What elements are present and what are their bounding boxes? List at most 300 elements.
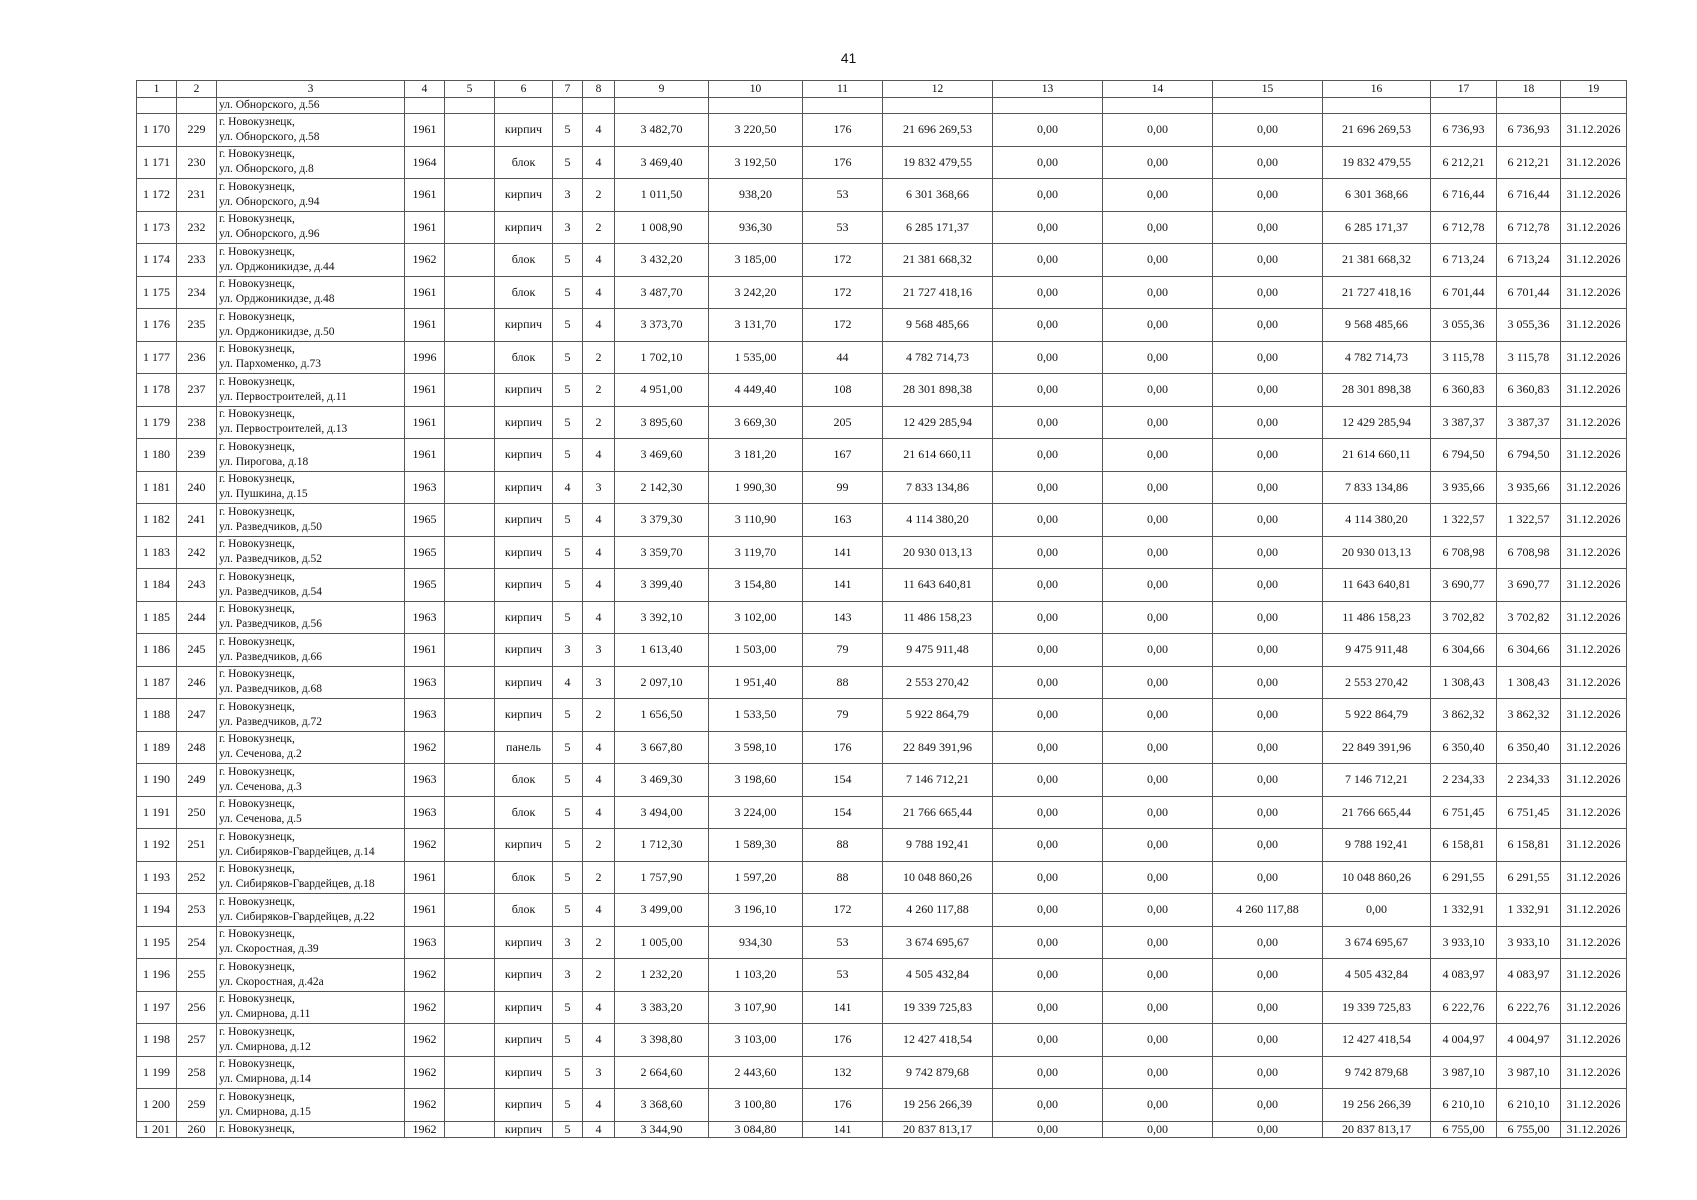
cell-c10: 3 669,30 [709, 406, 803, 439]
cell-c6: кирпич [495, 634, 553, 667]
cell-c7: 3 [553, 179, 583, 212]
cell-c18: 6 212,21 [1497, 146, 1561, 179]
cell-c6: блок [495, 894, 553, 927]
cell-c15: 0,00 [1213, 146, 1323, 179]
cell-c10: 3 198,60 [709, 764, 803, 797]
address-street: ул. Разведчиков, д.54 [219, 585, 323, 598]
cell-c9: 1 008,90 [615, 211, 709, 244]
cell-c13: 0,00 [993, 796, 1103, 829]
cell-c9: 4 951,00 [615, 374, 709, 407]
column-header: 10 [709, 81, 803, 98]
cell-c11: 176 [803, 1089, 883, 1122]
address-street: ул. Пархоменко, д.73 [219, 358, 322, 371]
cell-c14: 0,00 [1103, 764, 1213, 797]
cell-c19: 31.12.2026 [1561, 959, 1627, 992]
cell-c12: 7 146 712,21 [883, 764, 993, 797]
cell-c14: 0,00 [1103, 959, 1213, 992]
cell-c5 [445, 406, 495, 439]
cell-c11: 172 [803, 894, 883, 927]
cell-c10: 1 589,30 [709, 829, 803, 862]
address-cell [217, 276, 405, 309]
address-cell [217, 764, 405, 797]
cell-c11: 53 [803, 211, 883, 244]
cell-c1: 1 187 [137, 666, 177, 699]
column-header: 7 [553, 81, 583, 98]
cell-c12: 6 301 368,66 [883, 179, 993, 212]
cell-c18: 3 702,82 [1497, 601, 1561, 634]
cell-c4: 1963 [405, 666, 445, 699]
table-row [137, 861, 1627, 894]
page-number: 41 [840, 50, 857, 66]
address-cell [217, 114, 405, 147]
cell-c9: 3 469,40 [615, 146, 709, 179]
cell-c15: 0,00 [1213, 244, 1323, 277]
address-cell [217, 309, 405, 342]
cell-c4: 1963 [405, 764, 445, 797]
cell-c1: 1 177 [137, 341, 177, 374]
column-header: 2 [177, 81, 217, 98]
cell-c7: 5 [553, 569, 583, 602]
address-street: ул. Пирогова, д.18 [219, 455, 309, 468]
cell-c7: 5 [553, 114, 583, 147]
cell-c15: 0,00 [1213, 1121, 1323, 1137]
cell-c16: 20 930 013,13 [1323, 536, 1431, 569]
cell-c19: 31.12.2026 [1561, 1089, 1627, 1122]
cell-c8: 4 [583, 276, 615, 309]
cell-c13: 0,00 [993, 894, 1103, 927]
cell-c7: 5 [553, 146, 583, 179]
cell-c12: 20 837 813,17 [883, 1121, 993, 1137]
cell-c9: 3 494,00 [615, 796, 709, 829]
cell-c5 [445, 764, 495, 797]
cell-c1: 1 183 [137, 536, 177, 569]
cell-c16: 7 146 712,21 [1323, 764, 1431, 797]
cell-c1: 1 188 [137, 699, 177, 732]
address-cell [217, 1089, 405, 1122]
cell-c12: 11 486 158,23 [883, 601, 993, 634]
cell-c16: 3 674 695,67 [1323, 926, 1431, 959]
cell-c4: 1962 [405, 1056, 445, 1089]
cell-c18: 3 935,66 [1497, 471, 1561, 504]
cell-c12: 4 260 117,88 [883, 894, 993, 927]
cell-c5 [445, 179, 495, 212]
cell-c16: 19 339 725,83 [1323, 991, 1431, 1024]
cell-c7: 4 [553, 666, 583, 699]
cell-c9: 3 499,00 [615, 894, 709, 927]
cell-c12: 11 643 640,81 [883, 569, 993, 602]
column-header: 9 [615, 81, 709, 98]
cell-c4: 1962 [405, 1089, 445, 1122]
cell-c18: 3 987,10 [1497, 1056, 1561, 1089]
cell-c1: 1 185 [137, 601, 177, 634]
cell-c9: 3 469,30 [615, 764, 709, 797]
cell-c16: 7 833 134,86 [1323, 471, 1431, 504]
address-city: г. Новокузнецк, [219, 668, 295, 681]
cell-c1: 1 170 [137, 114, 177, 147]
cell-c18: 3 862,32 [1497, 699, 1561, 732]
cell-c2: 238 [177, 406, 217, 439]
cell-c15: 0,00 [1213, 276, 1323, 309]
cell-c19: 31.12.2026 [1561, 179, 1627, 212]
address-city: г. Новокузнецк, [219, 213, 295, 226]
cell-c5 [445, 666, 495, 699]
table-row [137, 146, 1627, 179]
cell-c5 [445, 536, 495, 569]
address-city: г. Новокузнецк, [219, 343, 295, 356]
cell-c13: 0,00 [993, 731, 1103, 764]
cell-c14: 0,00 [1103, 1024, 1213, 1057]
cell-c12: 5 922 864,79 [883, 699, 993, 732]
address-city: г. Новокузнецк, [219, 180, 295, 193]
address-city: г. Новокузнецк, [219, 863, 295, 876]
cell-c4: 1961 [405, 114, 445, 147]
cell-c6: блок [495, 861, 553, 894]
cell-c17: 3 055,36 [1431, 309, 1497, 342]
cell-c16: 4 114 380,20 [1323, 504, 1431, 537]
cell-c5 [445, 244, 495, 277]
column-header: 18 [1497, 81, 1561, 98]
address-cell [217, 211, 405, 244]
cell-c14: 0,00 [1103, 991, 1213, 1024]
address-city: г. Новокузнецк, [219, 993, 295, 1006]
cell-c17: 6 304,66 [1431, 634, 1497, 667]
address-city: г. Новокузнецк, [219, 1122, 295, 1135]
address-street: ул. Разведчиков, д.66 [219, 650, 323, 663]
cell-c6: кирпич [495, 114, 553, 147]
cell-c5 [445, 1056, 495, 1089]
cell-c2: 244 [177, 601, 217, 634]
cell-c13: 0,00 [993, 926, 1103, 959]
cell-c13: 0,00 [993, 536, 1103, 569]
cell-c15: 0,00 [1213, 796, 1323, 829]
address-cell [217, 374, 405, 407]
table-row [137, 991, 1627, 1024]
cell-c16: 11 486 158,23 [1323, 601, 1431, 634]
continuation-row [137, 98, 1627, 114]
cell-c9: 1 702,10 [615, 341, 709, 374]
address-city: г. Новокузнецк, [219, 928, 295, 941]
cell-c2: 246 [177, 666, 217, 699]
cell-c1: 1 193 [137, 861, 177, 894]
cell-c2: 256 [177, 991, 217, 1024]
cell-c8: 2 [583, 179, 615, 212]
cell-c10: 3 102,00 [709, 601, 803, 634]
cell-c18: 3 933,10 [1497, 926, 1561, 959]
cell-c6: кирпич [495, 211, 553, 244]
cell-c10: 3 131,70 [709, 309, 803, 342]
cell-c8: 2 [583, 699, 615, 732]
cell-c13: 0,00 [993, 374, 1103, 407]
cell-c10: 2 443,60 [709, 1056, 803, 1089]
cell-c13: 0,00 [993, 439, 1103, 472]
cell-c12: 9 788 192,41 [883, 829, 993, 862]
cell-c7: 5 [553, 406, 583, 439]
address-city: г. Новокузнецк, [219, 830, 295, 843]
cell-c14: 0,00 [1103, 244, 1213, 277]
cell-c16: 22 849 391,96 [1323, 731, 1431, 764]
cell-c13: 0,00 [993, 179, 1103, 212]
cell-c8: 2 [583, 861, 615, 894]
cell-c2: 239 [177, 439, 217, 472]
address-street: ул. Первостроителей, д.13 [219, 423, 348, 436]
table-row [137, 276, 1627, 309]
cell-c18: 6 222,76 [1497, 991, 1561, 1024]
cell-c15: 0,00 [1213, 114, 1323, 147]
cell-c12: 4 505 432,84 [883, 959, 993, 992]
table-row [137, 341, 1627, 374]
cell-c9: 3 359,70 [615, 536, 709, 569]
address-cell [217, 829, 405, 862]
cell-c2: 229 [177, 114, 217, 147]
cell-c8: 4 [583, 991, 615, 1024]
cell-c2: 243 [177, 569, 217, 602]
cell-c5 [445, 796, 495, 829]
cell-c17: 3 933,10 [1431, 926, 1497, 959]
table-row [137, 179, 1627, 212]
cell-c18: 6 360,83 [1497, 374, 1561, 407]
address-cell [217, 991, 405, 1024]
cell-c7: 5 [553, 276, 583, 309]
cell-c10: 4 449,40 [709, 374, 803, 407]
cell-c17: 6 755,00 [1431, 1121, 1497, 1137]
cell-c15: 0,00 [1213, 861, 1323, 894]
cell-c12: 7 833 134,86 [883, 471, 993, 504]
cell-c6: блок [495, 764, 553, 797]
cell-c12: 21 381 668,32 [883, 244, 993, 277]
address-street: ул. Скоростная, д.42а [219, 975, 324, 988]
cell-c9: 2 142,30 [615, 471, 709, 504]
cell-c12: 4 114 380,20 [883, 504, 993, 537]
cell-c9: 2 664,60 [615, 1056, 709, 1089]
cell-c1: 1 173 [137, 211, 177, 244]
address-city: г. Новокузнецк, [219, 440, 295, 453]
cell-c1: 1 196 [137, 959, 177, 992]
cell-c9: 3 399,40 [615, 569, 709, 602]
cell-c12: 9 742 879,68 [883, 1056, 993, 1089]
cell-c14: 0,00 [1103, 601, 1213, 634]
cell-c18: 3 115,78 [1497, 341, 1561, 374]
column-header: 5 [445, 81, 495, 98]
cell-c5 [445, 926, 495, 959]
cell-c11: 172 [803, 309, 883, 342]
cell-c4: 1962 [405, 1024, 445, 1057]
cell-c1: 1 199 [137, 1056, 177, 1089]
cell-c10: 1 990,30 [709, 471, 803, 504]
cell-c8: 3 [583, 1056, 615, 1089]
cell-c2: 230 [177, 146, 217, 179]
cell-c12: 19 832 479,55 [883, 146, 993, 179]
cell-c15: 0,00 [1213, 1056, 1323, 1089]
cell-c9: 1 757,90 [615, 861, 709, 894]
cell-c15: 0,00 [1213, 634, 1323, 667]
cell-c17: 6 712,78 [1431, 211, 1497, 244]
address-street: ул. Пушкина, д.15 [219, 488, 308, 501]
cell-c4: 1961 [405, 439, 445, 472]
cell-c18: 6 755,00 [1497, 1121, 1561, 1137]
cell-c5 [445, 601, 495, 634]
cell-c11: 88 [803, 829, 883, 862]
address-city: г. Новокузнецк, [219, 603, 295, 616]
address-cell [217, 569, 405, 602]
cell-c14: 0,00 [1103, 406, 1213, 439]
cell-c13: 0,00 [993, 1089, 1103, 1122]
table-row [137, 504, 1627, 537]
cell-c6: кирпич [495, 536, 553, 569]
table-row [137, 1089, 1627, 1122]
cell-c13: 0,00 [993, 829, 1103, 862]
cell-c19: 31.12.2026 [1561, 146, 1627, 179]
cell-c10: 1 597,20 [709, 861, 803, 894]
cell-c1: 1 182 [137, 504, 177, 537]
cell-c14: 0,00 [1103, 926, 1213, 959]
cell-c7: 5 [553, 504, 583, 537]
cell-c15: 0,00 [1213, 699, 1323, 732]
cell-c12: 21 696 269,53 [883, 114, 993, 147]
cell-c12: 9 568 485,66 [883, 309, 993, 342]
cell-c18: 6 708,98 [1497, 536, 1561, 569]
table-row [137, 1056, 1627, 1089]
cell-c2: 248 [177, 731, 217, 764]
cell-c1: 1 192 [137, 829, 177, 862]
cell-c16: 4 782 714,73 [1323, 341, 1431, 374]
address-city: г. Новокузнецк, [219, 538, 295, 551]
cell-c17: 3 862,32 [1431, 699, 1497, 732]
cell-c14: 0,00 [1103, 276, 1213, 309]
cell-c6: кирпич [495, 666, 553, 699]
cell-c12: 19 256 266,39 [883, 1089, 993, 1122]
column-number-header [137, 81, 1627, 98]
cell-c14: 0,00 [1103, 179, 1213, 212]
cell-c11: 99 [803, 471, 883, 504]
cell-c16: 9 788 192,41 [1323, 829, 1431, 862]
cell-c17: 3 690,77 [1431, 569, 1497, 602]
cell-c11: 79 [803, 634, 883, 667]
cell-c5 [445, 731, 495, 764]
cell-c10: 1 533,50 [709, 699, 803, 732]
address-street: ул. Первостроителей, д.11 [219, 390, 347, 403]
cell-c4: 1965 [405, 504, 445, 537]
cell-c8: 4 [583, 114, 615, 147]
cell-c1: 1 179 [137, 406, 177, 439]
cell-c15: 0,00 [1213, 406, 1323, 439]
cell-c7: 5 [553, 1056, 583, 1089]
cell-c10: 934,30 [709, 926, 803, 959]
cell-c17: 6 291,55 [1431, 861, 1497, 894]
cell-c18: 4 083,97 [1497, 959, 1561, 992]
cell-c7: 5 [553, 991, 583, 1024]
cell-c11: 53 [803, 959, 883, 992]
column-header: 1 [137, 81, 177, 98]
cell-c14: 0,00 [1103, 731, 1213, 764]
cell-c8: 4 [583, 536, 615, 569]
table-row [137, 374, 1627, 407]
cell-c16: 12 427 418,54 [1323, 1024, 1431, 1057]
cell-c10: 3 242,20 [709, 276, 803, 309]
cell-c4: 1963 [405, 926, 445, 959]
cell-c8: 2 [583, 211, 615, 244]
cell-c7: 5 [553, 861, 583, 894]
cell-c13: 0,00 [993, 764, 1103, 797]
address-city: г. Новокузнецк, [219, 310, 295, 323]
cell-c17: 6 222,76 [1431, 991, 1497, 1024]
cell-c9: 3 392,10 [615, 601, 709, 634]
cell-c1: 1 195 [137, 926, 177, 959]
cell-c14: 0,00 [1103, 309, 1213, 342]
cell-c12: 4 782 714,73 [883, 341, 993, 374]
cell-c19: 31.12.2026 [1561, 1024, 1627, 1057]
address-city: г. Новокузнецк, [219, 505, 295, 518]
cell-c19: 31.12.2026 [1561, 1121, 1627, 1137]
address-cell: ул. Обнорского, д.56 [217, 98, 405, 114]
cell-c8: 4 [583, 1024, 615, 1057]
address-cell [217, 926, 405, 959]
table-row [137, 406, 1627, 439]
address-cell [217, 536, 405, 569]
cell-c4: 1961 [405, 276, 445, 309]
cell-c19: 31.12.2026 [1561, 569, 1627, 602]
cell-c10: 3 196,10 [709, 894, 803, 927]
cell-c11: 53 [803, 179, 883, 212]
cell-c10: 1 535,00 [709, 341, 803, 374]
cell-c8: 4 [583, 244, 615, 277]
address-cell [217, 699, 405, 732]
cell-c17: 3 987,10 [1431, 1056, 1497, 1089]
cell-c5 [445, 276, 495, 309]
cell-c11: 176 [803, 731, 883, 764]
cell-c8: 4 [583, 731, 615, 764]
address-cell [217, 666, 405, 699]
cell-c4: 1961 [405, 374, 445, 407]
cell-c10: 3 192,50 [709, 146, 803, 179]
cell-c15: 0,00 [1213, 179, 1323, 212]
address-street: ул. Разведчиков, д.68 [219, 683, 323, 696]
cell-c16: 2 553 270,42 [1323, 666, 1431, 699]
table-row [137, 959, 1627, 992]
cell-c7: 5 [553, 1089, 583, 1122]
cell-c12: 12 429 285,94 [883, 406, 993, 439]
address-cell [217, 1056, 405, 1089]
cell-c11: 141 [803, 991, 883, 1024]
cell-c2: 251 [177, 829, 217, 862]
cell-c11: 172 [803, 276, 883, 309]
cell-c19: 31.12.2026 [1561, 504, 1627, 537]
cell-c8: 4 [583, 796, 615, 829]
cell-c16: 20 837 813,17 [1323, 1121, 1431, 1137]
cell-c19: 31.12.2026 [1561, 276, 1627, 309]
cell-c12: 21 614 660,11 [883, 439, 993, 472]
cell-c17: 6 360,83 [1431, 374, 1497, 407]
address-city: г. Новокузнецк, [219, 570, 295, 583]
cell-c11: 176 [803, 146, 883, 179]
cell-c9: 2 097,10 [615, 666, 709, 699]
cell-c5 [445, 309, 495, 342]
cell-c9: 1 005,00 [615, 926, 709, 959]
cell-c19: 31.12.2026 [1561, 796, 1627, 829]
address-street: ул. Сеченова, д.2 [219, 748, 302, 761]
cell-c9: 3 344,90 [615, 1121, 709, 1137]
cell-c19: 31.12.2026 [1561, 764, 1627, 797]
cell-c1: 1 181 [137, 471, 177, 504]
cell-c4: 1961 [405, 406, 445, 439]
cell-c7: 3 [553, 959, 583, 992]
address-city: г. Новокузнецк, [219, 700, 295, 713]
cell-c18: 4 004,97 [1497, 1024, 1561, 1057]
cell-c5 [445, 439, 495, 472]
cell-c8: 4 [583, 1089, 615, 1122]
cell-c18: 6 736,93 [1497, 114, 1561, 147]
address-cell [217, 504, 405, 537]
cell-c16: 6 285 171,37 [1323, 211, 1431, 244]
